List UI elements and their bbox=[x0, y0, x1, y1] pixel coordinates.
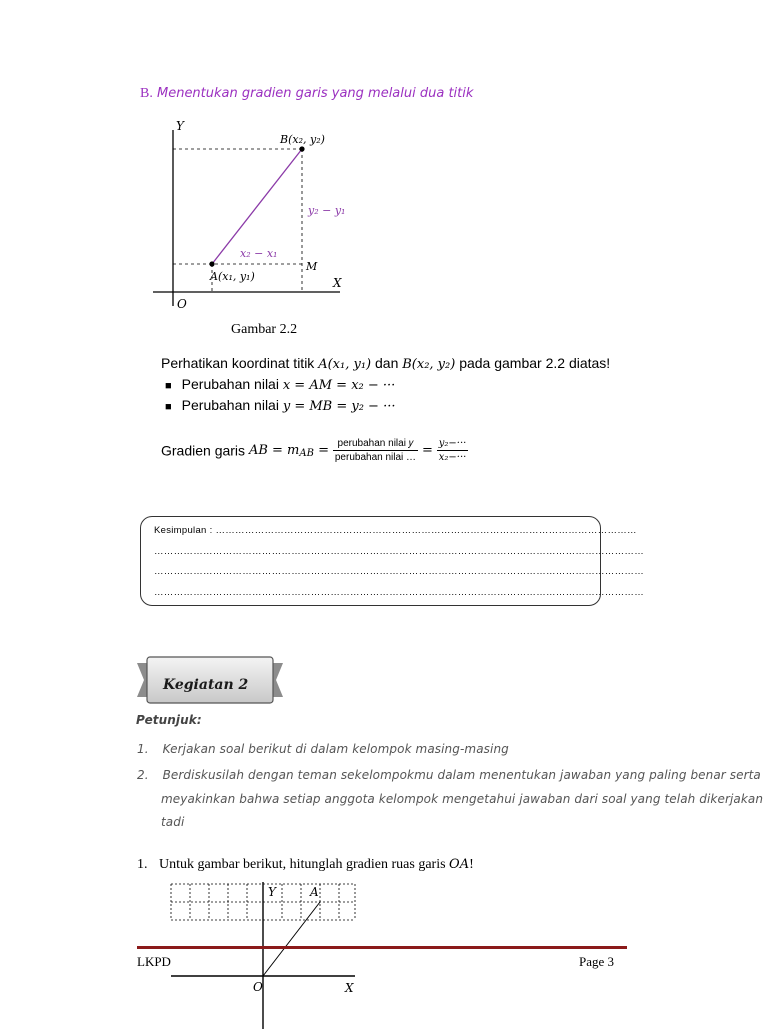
footer-rule bbox=[137, 946, 627, 949]
grid-point-a-label: A bbox=[310, 885, 319, 899]
page-number: Page 3 bbox=[579, 954, 615, 969]
instruction-and: dan bbox=[371, 355, 403, 371]
origin-label: O bbox=[177, 297, 187, 311]
point-a-label: A(x₁, y₁) bbox=[210, 270, 255, 283]
point-m-label: M bbox=[306, 260, 318, 273]
instruction-text: Kerjakan soal berikut di dalam kelompok masing-masing bbox=[162, 742, 509, 756]
bullet-item bbox=[165, 397, 395, 414]
x-axis-label: X bbox=[333, 276, 342, 290]
section-letter: B. bbox=[140, 86, 153, 101]
fraction-denominator: x₂−··· bbox=[438, 452, 467, 463]
activity-banner bbox=[135, 653, 285, 708]
grid-x-axis-label: X bbox=[345, 981, 354, 995]
instruction-text-continued: tadi bbox=[161, 815, 185, 829]
instruction-prefix: Perhatikan koordinat titik bbox=[161, 355, 319, 371]
instruction-item bbox=[137, 768, 761, 782]
bullet-item bbox=[165, 376, 395, 393]
point-a-dot bbox=[209, 261, 214, 266]
footer-left-text: LKPD bbox=[137, 954, 171, 969]
segment-oa bbox=[263, 902, 320, 976]
grid-origin-label: O bbox=[253, 980, 263, 994]
question-math: OA bbox=[449, 857, 470, 872]
instruction-point-b: B(x₂, y₂) bbox=[402, 357, 456, 372]
horizontal-diff-label: x₂ − x₁ bbox=[240, 247, 278, 260]
fraction-denominator: perubahan nilai … bbox=[334, 452, 417, 463]
conclusion-box bbox=[140, 516, 644, 606]
gradient-equals: = bbox=[313, 443, 329, 458]
bullet-math: x = AM = x₂ − ··· bbox=[282, 378, 396, 393]
conclusion-line: …………………………………………………………………………………………………………………………………… bbox=[154, 545, 644, 557]
y-axis-label: Y bbox=[176, 119, 184, 133]
section-title-text: Menentukan gradien garis yang melalui dua titik bbox=[156, 86, 474, 101]
bullet-text: Perubahan nilai bbox=[181, 397, 283, 413]
question-number: 1. bbox=[137, 857, 148, 872]
grid-figure bbox=[165, 880, 365, 1029]
grid-y-axis-label: Y bbox=[268, 885, 276, 899]
instruction-line bbox=[161, 355, 610, 372]
instruction-text-continued: meyakinkan bahwa setiap anggota kelompok mengetahui jawaban dari soal yang telah dikerjakan bbox=[161, 792, 763, 806]
bullet-square-icon: ■ bbox=[165, 380, 172, 392]
bullet-text: Perubahan nilai bbox=[181, 376, 283, 392]
instruction-suffix: pada gambar 2.2 diatas! bbox=[455, 355, 611, 371]
instruction-number: 1. bbox=[137, 742, 149, 756]
gradient-lhs: AB = m bbox=[248, 443, 300, 458]
conclusion-line: …………………………………………………………………………………………………………………………………… bbox=[154, 566, 644, 577]
banner-text: Kegiatan 2 bbox=[163, 677, 249, 693]
question-end: ! bbox=[469, 857, 474, 872]
figure-2-2 bbox=[140, 112, 400, 322]
point-b-label: B(x₂, y₂) bbox=[280, 133, 325, 146]
conclusion-line: …………………………………………………………………………………………………………………………………… bbox=[154, 586, 644, 598]
bullet-math: y = MB = y₂ − ··· bbox=[282, 399, 396, 414]
instruction-text: Berdiskusilah dengan teman sekelompokmu dalam menentukan jawaban yang paling benar serta bbox=[162, 768, 761, 782]
instruction-item bbox=[137, 742, 509, 756]
gradient-equals-2: = bbox=[421, 443, 433, 458]
bullet-square-icon: ■ bbox=[165, 401, 172, 413]
gradient-label: Gradien garis bbox=[161, 442, 249, 459]
fraction-numerator: perubahan nilai 𝑦 bbox=[333, 438, 418, 451]
vertical-diff-label: y₂ − y₁ bbox=[308, 204, 346, 217]
fraction-numerator: y₂−··· bbox=[438, 438, 467, 449]
conclusion-label: Kesimpulan : ………………………………………………………………………………………………………………… bbox=[154, 525, 637, 536]
instruction-point-a: A(x₁, y₁) bbox=[318, 357, 372, 372]
figure-caption: Gambar 2.2 bbox=[231, 322, 298, 337]
instruction-number: 2. bbox=[137, 768, 149, 782]
section-title bbox=[140, 86, 473, 102]
gradient-fraction-symbols bbox=[437, 438, 469, 463]
point-b-dot bbox=[299, 146, 304, 151]
gradient-subscript: AB bbox=[299, 448, 314, 460]
gradient-fraction-words bbox=[333, 438, 418, 463]
gradient-formula bbox=[161, 438, 468, 463]
instructions-heading: Petunjuk: bbox=[136, 713, 202, 727]
question-text: Untuk gambar berikut, hitunglah gradien ruas garis bbox=[159, 857, 450, 872]
question-1 bbox=[137, 857, 474, 873]
